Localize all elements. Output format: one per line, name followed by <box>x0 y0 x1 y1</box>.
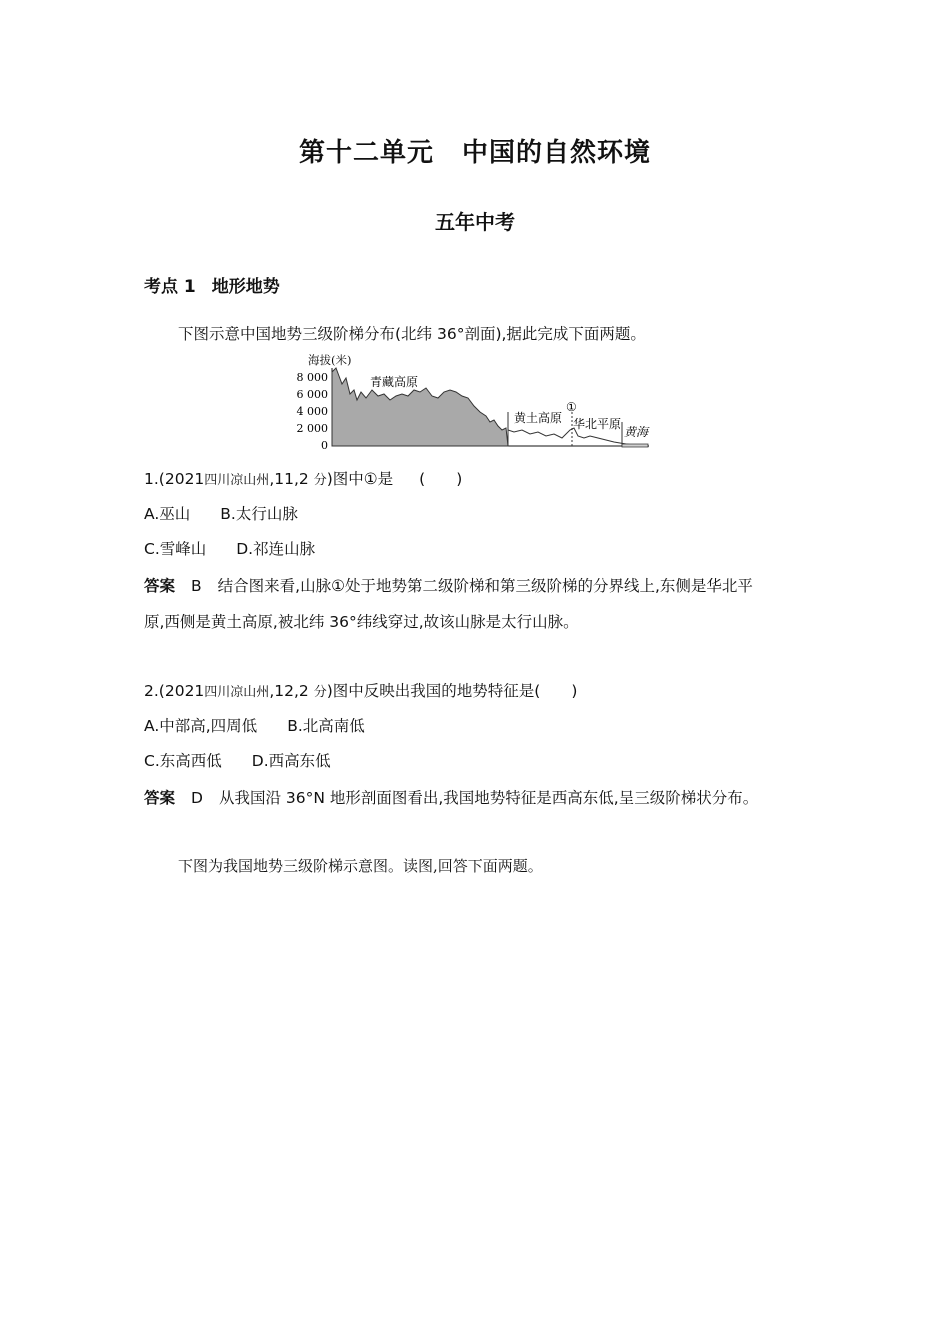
question-2-options-row-1 <box>144 714 365 736</box>
question-2-number: 2. <box>144 682 159 700</box>
question-2-options-row-2 <box>144 749 331 771</box>
y-tick-2000: 2 000 <box>296 422 328 435</box>
terrain-profile-figure <box>294 350 654 454</box>
title-unit: 第十二单元 <box>298 138 434 168</box>
option-2d: D.西高东低 <box>251 752 331 770</box>
page-subtitle: 五年中考 <box>435 210 515 234</box>
question-2-text: )图中反映出我国的地势特征是 <box>326 682 535 700</box>
question-2-answer <box>144 786 758 808</box>
answer-explanation-line-2: 原,西侧是黄土高原,被北纬 36°纬线穿过,故该山脉是太行山脉。 <box>144 613 579 631</box>
question-2-source-place: 四川凉山州 <box>204 685 270 700</box>
y-tick-4000: 4 000 <box>296 405 328 418</box>
page-title <box>0 132 950 169</box>
option-1b: B.太行山脉 <box>220 505 298 523</box>
label-north-china-plain: 华北平原 <box>573 417 622 431</box>
option-2a: A.中部高,四周低 <box>144 717 258 735</box>
title-topic: 中国的自然环境 <box>462 138 652 168</box>
question-1-answer-blank: ( ) <box>419 470 463 488</box>
y-tick-0: 0 <box>321 439 328 452</box>
question-2-source-year: (2021 <box>158 682 205 700</box>
question-1-options-row-1 <box>144 502 298 524</box>
option-1c: C.雪峰山 <box>144 540 207 558</box>
y-tick-6000: 6 000 <box>296 388 328 401</box>
answer-key: B <box>191 577 202 595</box>
sea-surface <box>622 444 648 447</box>
label-loess-plateau: 黄土高原 <box>514 411 563 425</box>
intro-paragraph-2: 下图为我国地势三级阶梯示意图。读图,回答下面两题。 <box>178 857 543 875</box>
answer-label: 答案 <box>144 577 176 595</box>
question-1-source-place: 四川凉山州 <box>204 473 270 488</box>
question-2-source-unit: 分 <box>313 685 327 700</box>
option-2b: B.北高南低 <box>287 717 365 735</box>
option-2c: C.东高西低 <box>144 752 222 770</box>
question-1-answer <box>144 574 753 596</box>
intro-paragraph-1: 下图示意中国地势三级阶梯分布(北纬 36°剖面),据此完成下面两题。 <box>178 325 646 343</box>
answer-explanation-line-1: 结合图来看,山脉①处于地势第二级阶梯和第三级阶梯的分界线上,东侧是华北平 <box>217 577 753 595</box>
section-name: 地形地势 <box>211 277 280 297</box>
answer-key: D <box>191 789 203 807</box>
question-1-source-numbers: ,11,2 <box>269 470 309 488</box>
option-1d: D.祁连山脉 <box>236 540 316 558</box>
question-1-source-year: (2021 <box>158 470 205 488</box>
answer-explanation: 从我国沿 36°N 地形剖面图看出,我国地势特征是西高东低,呈三级阶梯状分布。 <box>218 789 759 807</box>
label-mountain-marker: ① <box>566 400 577 414</box>
section-label: 考点 1 <box>144 277 196 297</box>
option-1a: A.巫山 <box>144 505 191 523</box>
question-2-source-numbers: ,12,2 <box>269 682 309 700</box>
question-2-answer-blank: ( ) <box>534 682 578 700</box>
section-heading <box>144 272 280 297</box>
question-1-text: )图中①是 <box>326 470 394 488</box>
question-1-options-row-2 <box>144 537 315 559</box>
question-1-stem <box>144 467 462 489</box>
label-qinghai-plateau: 青藏高原 <box>370 375 419 389</box>
terrain-step-one <box>332 368 508 446</box>
answer-label: 答案 <box>144 789 176 807</box>
question-2-stem <box>144 679 577 701</box>
question-1-source-unit: 分 <box>313 473 327 488</box>
label-yellow-sea: 黄海 <box>624 425 649 439</box>
y-axis-label: 海拔(米) <box>308 353 352 367</box>
y-tick-8000: 8 000 <box>296 371 328 384</box>
question-1-number: 1. <box>144 470 159 488</box>
